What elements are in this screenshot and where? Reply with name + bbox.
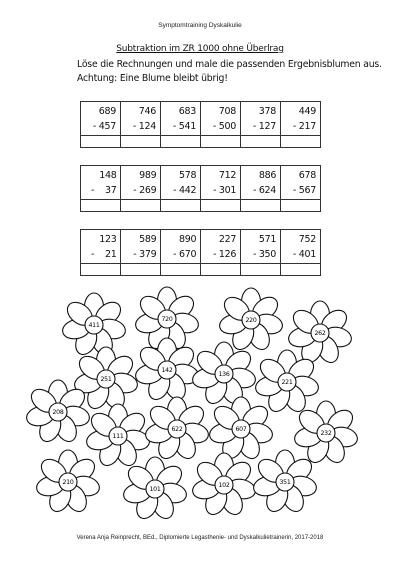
flower-262[interactable] bbox=[287, 301, 354, 366]
flower-number: 142 bbox=[161, 367, 173, 375]
flower-number: 101 bbox=[149, 486, 161, 494]
minuend: 449 bbox=[298, 106, 316, 117]
page-header: Symptomtraining Dyskalkulie bbox=[158, 22, 242, 29]
flower-number: 208 bbox=[52, 409, 64, 417]
minuend: 148 bbox=[99, 170, 117, 181]
flower-number: 262 bbox=[314, 330, 326, 338]
subtrahend: - 37 bbox=[90, 185, 117, 196]
page-footer: Verena Anja Reinprecht, BEd., Diplomierte Legasthenie- und Dyskalkulietrainerin, 2017-2018 bbox=[76, 535, 324, 541]
flower-607[interactable] bbox=[208, 397, 275, 462]
flower-number: 210 bbox=[62, 479, 74, 487]
flower-number: 251 bbox=[100, 376, 112, 384]
minuend: 378 bbox=[258, 106, 276, 117]
flower-351[interactable] bbox=[252, 450, 319, 515]
flower-number: 607 bbox=[235, 426, 247, 434]
flower-number: 351 bbox=[279, 479, 291, 487]
instruction-line-2: Achtung: Eine Blume bleibt übrig! bbox=[77, 73, 228, 84]
subtrahend: - 401 bbox=[292, 249, 316, 260]
subtrahend: - 624 bbox=[252, 185, 277, 196]
flower-number: 720 bbox=[161, 316, 173, 324]
worksheet-title: Subtraktion im ZR 1000 ohne Überlrag bbox=[116, 44, 284, 54]
flower-136[interactable] bbox=[191, 342, 258, 407]
flower-number: 102 bbox=[218, 482, 230, 490]
flower-number: 232 bbox=[320, 430, 332, 438]
subtrahend: - 541 bbox=[172, 121, 196, 132]
subtrahend: - 567 bbox=[292, 185, 316, 196]
minuend: 678 bbox=[298, 170, 316, 181]
flower-101[interactable] bbox=[122, 457, 189, 522]
subtrahend: - 126 bbox=[213, 249, 237, 260]
minuend: 752 bbox=[298, 234, 316, 245]
flower-232[interactable] bbox=[293, 401, 360, 466]
subtrahend: - 500 bbox=[212, 121, 236, 132]
minuend: 578 bbox=[179, 170, 197, 181]
subtrahend: - 127 bbox=[252, 121, 276, 132]
flower-number: 221 bbox=[281, 379, 293, 387]
flower-111[interactable] bbox=[85, 404, 152, 469]
subtrahend: - 350 bbox=[252, 249, 277, 260]
subtrahend: - 442 bbox=[173, 185, 197, 196]
subtrahend: - 217 bbox=[292, 121, 316, 132]
subtrahend: - 379 bbox=[133, 249, 157, 260]
subtrahend: - 269 bbox=[133, 185, 157, 196]
minuend: 746 bbox=[138, 106, 156, 117]
minuend: 123 bbox=[99, 234, 117, 245]
minuend: 589 bbox=[139, 234, 157, 245]
minuend: 571 bbox=[258, 234, 277, 245]
subtrahend: - 21 bbox=[90, 249, 117, 260]
flower-142[interactable] bbox=[134, 338, 201, 403]
minuend: 708 bbox=[218, 106, 236, 117]
flower-411[interactable] bbox=[61, 293, 128, 358]
flower-210[interactable] bbox=[35, 450, 102, 515]
minuend: 712 bbox=[218, 170, 237, 181]
flower-number: 220 bbox=[245, 317, 257, 325]
subtrahend: - 124 bbox=[132, 121, 156, 132]
flower-102[interactable] bbox=[191, 453, 258, 518]
minuend: 989 bbox=[139, 170, 157, 181]
subtrahend: - 670 bbox=[173, 249, 197, 260]
minuend: 890 bbox=[179, 234, 197, 245]
flower-number: 136 bbox=[218, 371, 230, 379]
subtrahend: - 457 bbox=[92, 121, 116, 132]
flower-number: 622 bbox=[171, 426, 183, 434]
flower-number: 411 bbox=[88, 322, 100, 330]
flower-number: 111 bbox=[112, 433, 124, 441]
instruction-line-1: Löse die Rechnungen und male die passenden Ergebnisblumen aus. bbox=[77, 59, 382, 70]
flower-622[interactable] bbox=[144, 397, 211, 462]
minuend: 227 bbox=[218, 234, 237, 245]
minuend: 689 bbox=[98, 106, 116, 117]
minuend: 683 bbox=[178, 106, 196, 117]
subtrahend: - 301 bbox=[213, 185, 237, 196]
minuend: 886 bbox=[258, 170, 277, 181]
